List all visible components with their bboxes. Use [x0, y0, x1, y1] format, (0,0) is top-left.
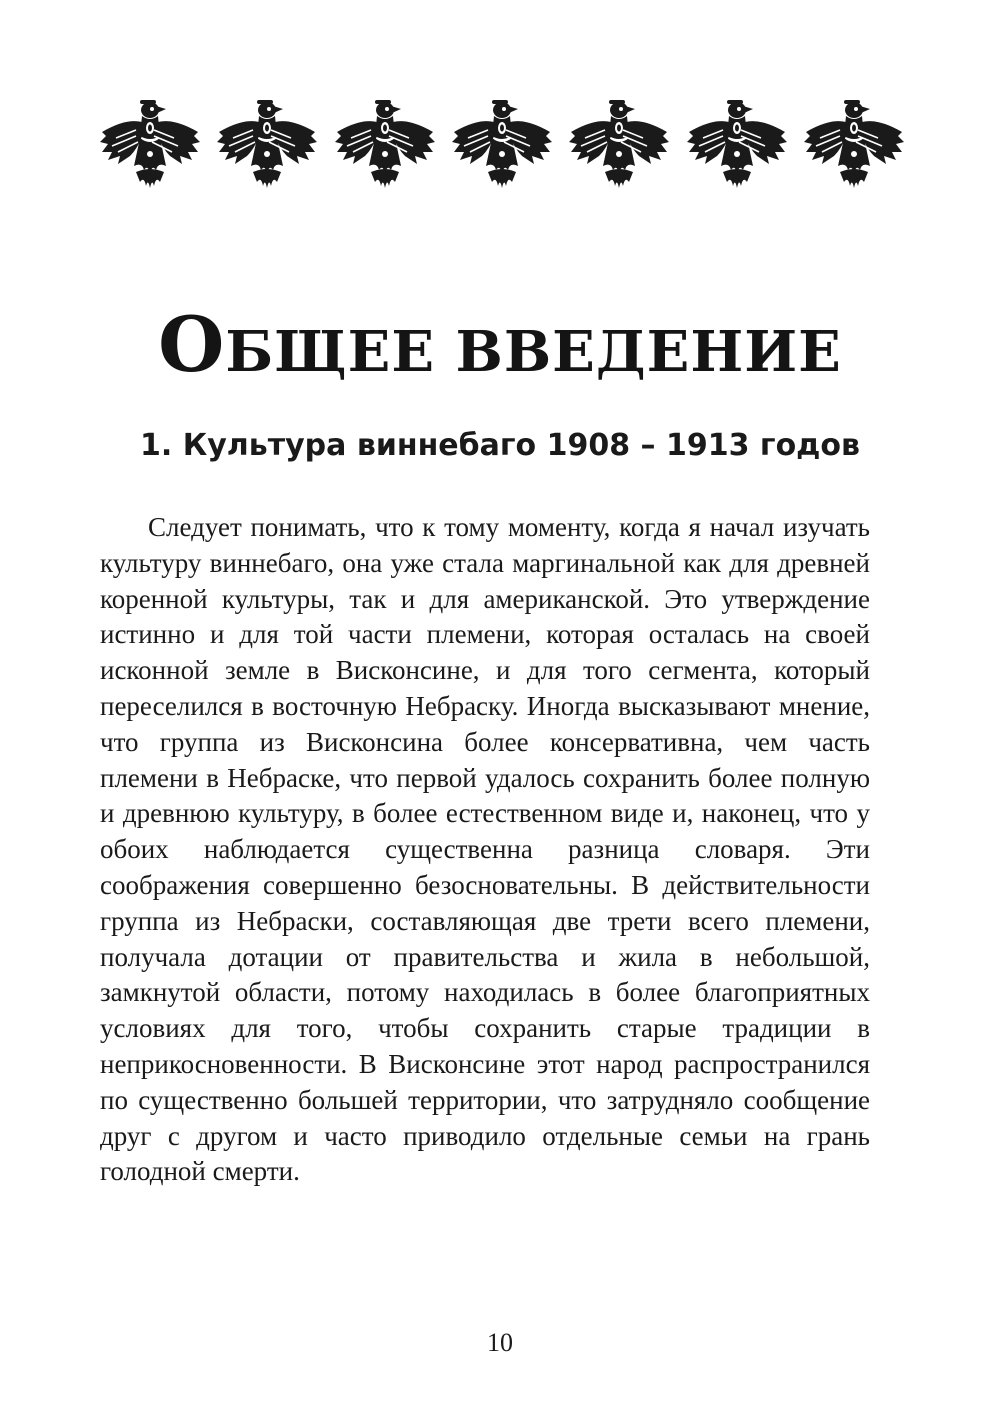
section-heading: 1. Культура виннебаго 1908 – 1913 годов — [140, 428, 860, 463]
chapter-title-initial: О — [158, 300, 226, 389]
chapter-title — [0, 300, 1000, 389]
thunderbird-ornament-icon — [565, 96, 673, 192]
body-paragraph: Следует понимать, что к тому моменту, когда я начал изучать культуру виннебаго, она уже стала маргинальной как для древней коренной культуры, так и для американской. Это утверждение истинно и для той части племени, которая осталась на своей исконной земле в Висконсине, и для того сегмента, который переселился в восточную Небраску. Иногда высказывают мнение, что группа из Висконсина более консервативна, чем часть племени в Небраске, что первой удалось сохранить более полную и древнюю культуру, в более естественном виде и, наконец, что у обоих наблюдается существенна разница словаря. Эти соображения совершенно безосновательны. В действительности группа из Небраски, составляющая две трети всего племени, получала дотации от правительства и жила в небольшой, замкнутой области, потому находилась в более благоприятных условиях для того, чтобы сохранить старые традиции в неприкосновенности. В Висконсине этот народ распространился по существенно большей территории, что затрудняло сообщение друг с другом и часто приводило отдельные семьи на грань голодной смерти. — [100, 512, 870, 1187]
thunderbird-ornament-icon — [213, 96, 321, 192]
ornament-band — [96, 96, 908, 192]
thunderbird-ornament-icon — [683, 96, 791, 192]
page-number: 10 — [487, 1328, 513, 1357]
thunderbird-ornament-icon — [800, 96, 908, 192]
thunderbird-ornament-icon — [331, 96, 439, 192]
thunderbird-ornament-icon — [96, 96, 204, 192]
thunderbird-ornament-icon — [448, 96, 556, 192]
chapter-title-rest: БЩЕЕ ВВЕДЕНИЕ — [225, 319, 842, 385]
